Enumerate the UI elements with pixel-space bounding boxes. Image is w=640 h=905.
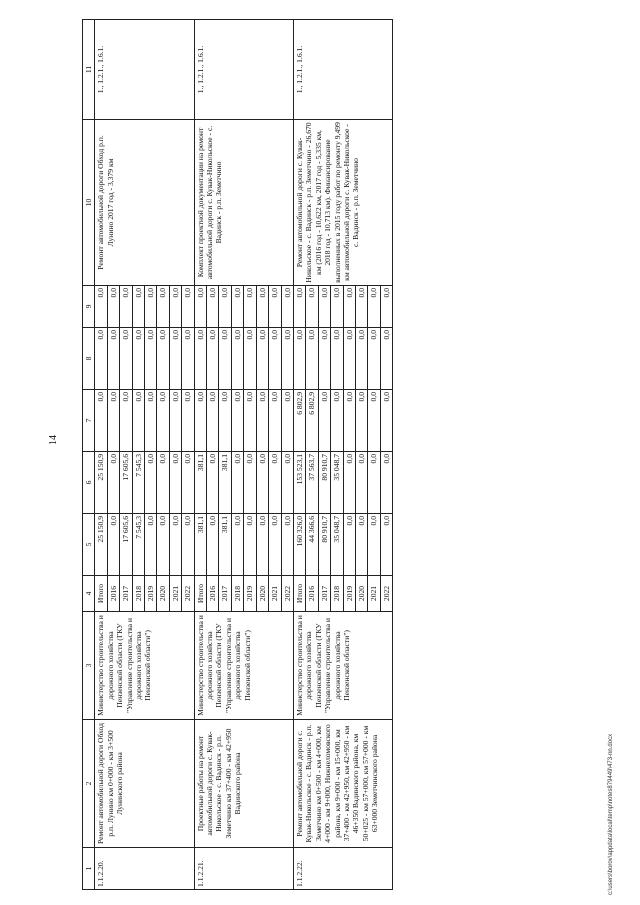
col-header-9: 9 bbox=[83, 286, 95, 328]
amount-cell: 0,0 bbox=[219, 328, 231, 390]
header-row bbox=[83, 20, 95, 890]
table-row bbox=[95, 20, 107, 890]
amount-cell: 0,0 bbox=[132, 390, 144, 452]
amount-cell: 0,0 bbox=[244, 514, 256, 576]
amount-cell: 0,0 bbox=[380, 452, 392, 514]
amount-cell: 0,0 bbox=[145, 328, 157, 390]
amount-cell: 0,0 bbox=[269, 286, 281, 328]
amount-cell: 0,0 bbox=[355, 452, 367, 514]
activity-name: Проектные работы на ремонт автомобильной дороги с. Кувак-Никольское - с. Вадинск - р.п. Земетчино км 37+400 - км 42+950 Вадинского района bbox=[194, 720, 293, 848]
amount-cell: 0,0 bbox=[269, 452, 281, 514]
activity-name: Ремонт автомобильной дороги с. Кувак-Никольское - с. Вадинск - р.п. Земетчино км 0+500 - км 4+000, км 4+000 - км 9+000, Нижнеломовского района, км 9+000 - км 15+000, км 37+400 - км 42+950, км 42+950 - км 46+350 Вадинского района, км 50+025 - км 57+000, км 57+000 - км 63+000 Земетчинского района bbox=[293, 720, 392, 848]
amount-cell: 17 605,6 bbox=[120, 514, 132, 576]
amount-cell: 0,0 bbox=[169, 328, 181, 390]
year-cell: 2021 bbox=[169, 576, 181, 612]
amount-cell: 0,0 bbox=[343, 452, 355, 514]
indicator-links: 1., 1.2.1., 1.6.1. bbox=[95, 20, 194, 120]
amount-cell: 0,0 bbox=[107, 452, 119, 514]
year-cell: 2017 bbox=[318, 576, 330, 612]
amount-cell: 0,0 bbox=[343, 286, 355, 328]
amount-cell: 0,0 bbox=[231, 514, 243, 576]
amount-cell: 0,0 bbox=[256, 390, 268, 452]
amount-cell: 0,0 bbox=[194, 328, 206, 390]
year-cell: Итого bbox=[194, 576, 206, 612]
activity-name: Ремонт автомобильной дороги Обход р.п. Лунино км 0+000 - км 3+500 Лунинского района bbox=[95, 720, 194, 848]
amount-cell: 0,0 bbox=[306, 286, 318, 328]
amount-cell: 0,0 bbox=[244, 452, 256, 514]
year-cell: 2019 bbox=[145, 576, 157, 612]
year-cell: 2018 bbox=[331, 576, 343, 612]
amount-cell: 0,0 bbox=[182, 328, 194, 390]
year-cell: Итого bbox=[293, 576, 305, 612]
amount-cell: 160 326,0 bbox=[293, 514, 305, 576]
col-header-10: 10 bbox=[83, 120, 95, 286]
amount-cell: 381,1 bbox=[194, 514, 206, 576]
amount-cell: 0,0 bbox=[207, 452, 219, 514]
col-header-3: 3 bbox=[83, 612, 95, 720]
amount-cell: 0,0 bbox=[331, 328, 343, 390]
amount-cell: 0,0 bbox=[157, 390, 169, 452]
amount-cell: 0,0 bbox=[182, 286, 194, 328]
amount-cell: 80 910,7 bbox=[318, 514, 330, 576]
col-header-8: 8 bbox=[83, 328, 95, 390]
amount-cell: 0,0 bbox=[368, 514, 380, 576]
amount-cell: 0,0 bbox=[169, 286, 181, 328]
year-cell: 2017 bbox=[120, 576, 132, 612]
col-header-2: 2 bbox=[83, 720, 95, 848]
amount-cell: 0,0 bbox=[231, 390, 243, 452]
amount-cell: 0,0 bbox=[355, 514, 367, 576]
expected-result: Ремонт автомобильной дороги с. Кувак-Никольское - с. Вадинск - р.п. Земетчино - 26,670 км (2016 год - 10,622 км, 2017 год - 5,335 км, 2018 год - 10,713 км). Финансирование выполненных в 2015 году работ по ремонту 9,499 км автомобильной дороги с. Кувак-Никольское - с. Вадинск - р.п. Земетчино bbox=[293, 120, 392, 286]
amount-cell: 0,0 bbox=[207, 514, 219, 576]
amount-cell: 0,0 bbox=[219, 286, 231, 328]
year-cell: Итого bbox=[95, 576, 107, 612]
year-cell: 2016 bbox=[306, 576, 318, 612]
amount-cell: 0,0 bbox=[120, 390, 132, 452]
year-cell: 2021 bbox=[269, 576, 281, 612]
amount-cell: 0,0 bbox=[368, 452, 380, 514]
amount-cell: 0,0 bbox=[231, 452, 243, 514]
year-cell: 2016 bbox=[207, 576, 219, 612]
executor: Министерство строительства и дорожного хозяйства Пензенской области (ГКУ "Управление строительства и дорожного хозяйства Пензенской области") bbox=[194, 612, 293, 720]
amount-cell: 0,0 bbox=[331, 286, 343, 328]
year-cell: 2020 bbox=[256, 576, 268, 612]
amount-cell: 0,0 bbox=[368, 390, 380, 452]
amount-cell: 0,0 bbox=[231, 286, 243, 328]
amount-cell: 0,0 bbox=[169, 452, 181, 514]
amount-cell: 0,0 bbox=[293, 286, 305, 328]
amount-cell: 0,0 bbox=[107, 286, 119, 328]
amount-cell: 0,0 bbox=[182, 452, 194, 514]
expected-result: Комплект проектной документации на ремонт автомобильной дороги с. Кувак-Никольское - с. Вадинск - р.п. Земетчино bbox=[194, 120, 293, 286]
page-number: 14 bbox=[48, 435, 59, 445]
amount-cell: 0,0 bbox=[355, 286, 367, 328]
amount-cell: 0,0 bbox=[269, 390, 281, 452]
table-row bbox=[293, 20, 305, 890]
amount-cell: 0,0 bbox=[157, 452, 169, 514]
amount-cell: 0,0 bbox=[281, 390, 293, 452]
amount-cell: 0,0 bbox=[256, 452, 268, 514]
amount-cell: 0,0 bbox=[256, 328, 268, 390]
amount-cell: 0,0 bbox=[132, 286, 144, 328]
amount-cell: 0,0 bbox=[95, 328, 107, 390]
amount-cell: 153 523,1 bbox=[293, 452, 305, 514]
footer-path: c:\users\borov\appdata\local\temp\notes879449\473-nn.docx bbox=[608, 733, 614, 895]
amount-cell: 0,0 bbox=[120, 286, 132, 328]
amount-cell: 0,0 bbox=[368, 286, 380, 328]
amount-cell: 0,0 bbox=[380, 328, 392, 390]
amount-cell: 0,0 bbox=[256, 514, 268, 576]
amount-cell: 0,0 bbox=[244, 390, 256, 452]
year-cell: 2022 bbox=[182, 576, 194, 612]
year-cell: 2018 bbox=[231, 576, 243, 612]
year-cell: 2022 bbox=[281, 576, 293, 612]
amount-cell: 0,0 bbox=[306, 328, 318, 390]
amount-cell: 0,0 bbox=[145, 286, 157, 328]
amount-cell: 0,0 bbox=[281, 328, 293, 390]
amount-cell: 0,0 bbox=[182, 514, 194, 576]
amount-cell: 0,0 bbox=[368, 328, 380, 390]
amount-cell: 25 150,9 bbox=[95, 514, 107, 576]
amount-cell: 0,0 bbox=[107, 514, 119, 576]
amount-cell: 0,0 bbox=[355, 390, 367, 452]
amount-cell: 0,0 bbox=[244, 286, 256, 328]
amount-cell: 35 048,7 bbox=[331, 514, 343, 576]
amount-cell: 7 545,3 bbox=[132, 452, 144, 514]
amount-cell: 0,0 bbox=[318, 328, 330, 390]
amount-cell: 0,0 bbox=[145, 390, 157, 452]
year-cell: 2020 bbox=[355, 576, 367, 612]
year-cell: 2019 bbox=[244, 576, 256, 612]
amount-cell: 0,0 bbox=[120, 328, 132, 390]
amount-cell: 0,0 bbox=[281, 514, 293, 576]
row-number: 1.1.2.21. bbox=[194, 848, 293, 890]
amount-cell: 35 048,7 bbox=[331, 452, 343, 514]
amount-cell: 0,0 bbox=[256, 286, 268, 328]
expected-result: Ремонт автомобильной дороги Обход р.п. Лунино 2017 год - 3,379 км bbox=[95, 120, 194, 286]
amount-cell: 0,0 bbox=[157, 286, 169, 328]
executor: Министерство строительства и дорожного хозяйства Пензенской области (ГКУ "Управление строительства и дорожного хозяйства Пензенской области") bbox=[95, 612, 194, 720]
amount-cell: 0,0 bbox=[157, 514, 169, 576]
amount-cell: 7 545,3 bbox=[132, 514, 144, 576]
year-cell: 2017 bbox=[219, 576, 231, 612]
year-cell: 2016 bbox=[107, 576, 119, 612]
row-number: 1.1.2.20. bbox=[95, 848, 194, 890]
amount-cell: 0,0 bbox=[132, 328, 144, 390]
amount-cell: 0,0 bbox=[169, 514, 181, 576]
amount-cell: 0,0 bbox=[194, 390, 206, 452]
year-cell: 2020 bbox=[157, 576, 169, 612]
amount-cell: 381,1 bbox=[194, 452, 206, 514]
indicator-links: 1., 1.2.1., 1.6.1. bbox=[194, 20, 293, 120]
executor: Министерство строительства и дорожного хозяйства Пензенской области (ГКУ "Управление строительства и дорожного хозяйства Пензенской области") bbox=[293, 612, 392, 720]
amount-cell: 0,0 bbox=[207, 286, 219, 328]
amount-cell: 0,0 bbox=[331, 390, 343, 452]
row-number: 1.1.2.22. bbox=[293, 848, 392, 890]
amount-cell: 0,0 bbox=[194, 286, 206, 328]
amount-cell: 80 910,7 bbox=[318, 452, 330, 514]
indicator-links: 1., 1.2.1., 1.6.1. bbox=[293, 20, 392, 120]
amount-cell: 0,0 bbox=[380, 390, 392, 452]
year-cell: 2022 bbox=[380, 576, 392, 612]
amount-cell: 0,0 bbox=[169, 390, 181, 452]
amount-cell: 381,1 bbox=[219, 452, 231, 514]
amount-cell: 0,0 bbox=[107, 390, 119, 452]
amount-cell: 0,0 bbox=[293, 328, 305, 390]
amount-cell: 0,0 bbox=[207, 390, 219, 452]
amount-cell: 0,0 bbox=[145, 514, 157, 576]
amount-cell: 0,0 bbox=[219, 390, 231, 452]
amount-cell: 0,0 bbox=[343, 390, 355, 452]
amount-cell: 0,0 bbox=[182, 390, 194, 452]
amount-cell: 17 605,6 bbox=[120, 452, 132, 514]
table-row bbox=[194, 20, 206, 890]
year-cell: 2021 bbox=[368, 576, 380, 612]
amount-cell: 0,0 bbox=[281, 452, 293, 514]
amount-cell: 0,0 bbox=[95, 390, 107, 452]
amount-cell: 0,0 bbox=[281, 286, 293, 328]
col-header-1: 1 bbox=[83, 848, 95, 890]
amount-cell: 0,0 bbox=[355, 328, 367, 390]
amount-cell: 0,0 bbox=[380, 286, 392, 328]
amount-cell: 0,0 bbox=[231, 328, 243, 390]
amount-cell: 6 802,9 bbox=[293, 390, 305, 452]
amount-cell: 0,0 bbox=[107, 328, 119, 390]
amount-cell: 44 366,6 bbox=[306, 514, 318, 576]
amount-cell: 0,0 bbox=[145, 452, 157, 514]
amount-cell: 0,0 bbox=[157, 328, 169, 390]
amount-cell: 0,0 bbox=[318, 286, 330, 328]
amount-cell: 0,0 bbox=[380, 514, 392, 576]
amount-cell: 0,0 bbox=[269, 514, 281, 576]
year-cell: 2019 bbox=[343, 576, 355, 612]
amount-cell: 0,0 bbox=[207, 328, 219, 390]
amount-cell: 0,0 bbox=[343, 514, 355, 576]
col-header-11: 11 bbox=[83, 20, 95, 120]
amount-cell: 0,0 bbox=[95, 286, 107, 328]
col-header-5: 5 bbox=[83, 514, 95, 576]
amount-cell: 0,0 bbox=[318, 390, 330, 452]
program-table bbox=[82, 19, 393, 890]
year-cell: 2018 bbox=[132, 576, 144, 612]
amount-cell: 37 563,7 bbox=[306, 452, 318, 514]
amount-cell: 25 150,9 bbox=[95, 452, 107, 514]
amount-cell: 6 802,9 bbox=[306, 390, 318, 452]
col-header-7: 7 bbox=[83, 390, 95, 452]
amount-cell: 0,0 bbox=[244, 328, 256, 390]
col-header-6: 6 bbox=[83, 452, 95, 514]
amount-cell: 381,1 bbox=[219, 514, 231, 576]
landscape-page bbox=[82, 20, 607, 890]
col-header-4: 4 bbox=[83, 576, 95, 612]
amount-cell: 0,0 bbox=[343, 328, 355, 390]
amount-cell: 0,0 bbox=[269, 328, 281, 390]
